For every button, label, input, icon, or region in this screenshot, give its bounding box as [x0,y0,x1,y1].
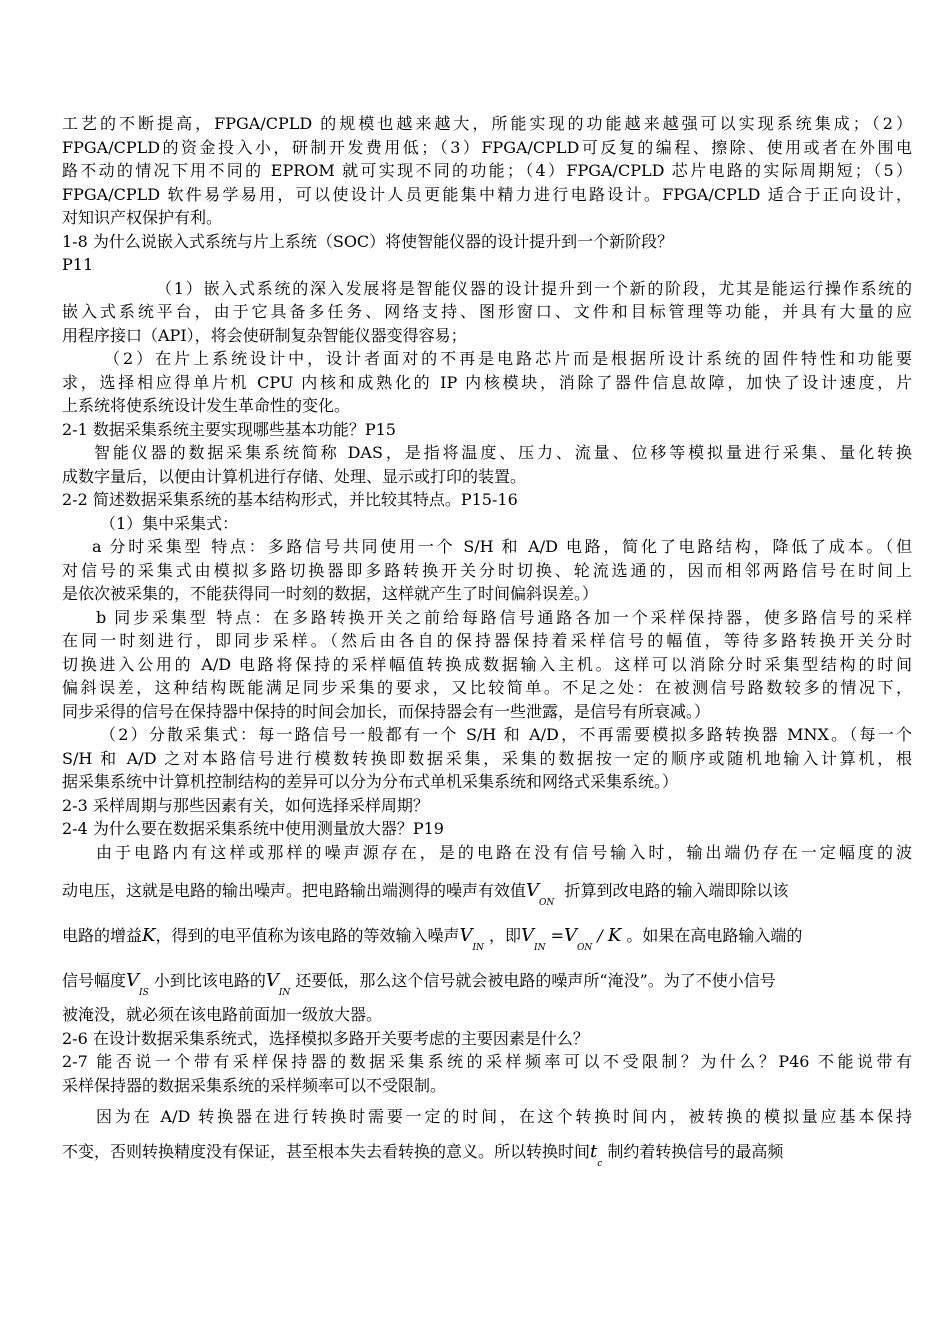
text-span: 不变，否则转换精度没有保证，甚至根本失去看转换的意义。所以转换时间 [62,1141,591,1161]
var-v: V [526,880,540,901]
text-line: 据采集系统中计算机控制结构的差异可以分为分布式单机采集系统和网络式采集系统。） [62,772,679,791]
equals-sign: = [550,926,564,945]
text-span: 动电压，这就是电路的输出噪声。把电路输出端测得的噪声有效值 [62,881,527,900]
text-line: 成数字量后，以便由计算机进行存储、处理、显示或打印的装置。 [62,466,527,486]
text-line: FPGA/CPLD的资金投入小，研制开发费用低；（3）FPGA/CPLD可反复的编程、擦除、使用或者在外围电 [62,137,912,157]
text-line: 上系统将使系统设计发生革命性的变化。 [62,396,351,415]
text-line: （1）嵌入式系统的深入发展将是智能仪器的设计提升到一个新的阶段，尤其是能运行操作系统的 [156,278,912,298]
text-line: a 分时采集型 特点：多路信号共同使用一个 S/H 和 A/D 电路，简化了电路结构，降低了成本。（但 [92,537,912,556]
text-span: 信号幅度 [62,971,127,990]
question-heading: 2-2 简述数据采集系统的基本结构形式，并比较其特点。P15-16 [62,490,518,509]
text-span: 。如果在高电路输入端的 [626,926,803,945]
text-line: 在同一时刻进行，即同步采样。（然后由各自的保持器保持着采样信号的幅值，等待多路转换开关分时 [62,631,912,650]
var-v: V [126,970,140,991]
text-span: 还要低，那么这个信号就会被电路的噪声所“淹没”。为了不使小信号 [295,971,776,990]
text-line: 智能仪器的数据采集系统简称 DAS，是指将温度、压力、流量、位移等模拟量进行采集、量化转换 [94,443,912,462]
subscript: IN [278,988,291,998]
var-t: t [590,1140,598,1162]
subscript: ON [576,943,593,953]
text-span: 制约着转换信号的最高频 [607,1141,784,1161]
question-heading: 2-6 在设计数据采集系统式，选择模拟多路开关要考虑的主要因素是什么？ [62,1028,589,1048]
text-line: 采样保持器的数据采集系统的采样频率可以不受限制。 [62,1075,447,1095]
var-v: V [521,925,535,946]
text-line: （2）在片上系统设计中，设计者面对的不再是电路芯片而是根据所设计系统的固件特性和功能要 [104,349,912,368]
text-line: 切换进入公用的 A/D 电路将保持的采样幅值转换成数据输入主机。这样可以消除分时采集型结构的时间 [62,654,912,674]
text-line: 同步采得的信号在保持器中保持的时间会加长，而保持器会有一些泄露，是信号有所衰减。） [62,701,711,721]
math-line [0,1129,912,1174]
text-span: ，即 [489,926,522,945]
subscript: ON [539,898,555,908]
question-heading: 2-4 为什么要在数据采集系统中使用测量放大器？P19 [62,819,444,838]
var-v: V [459,925,473,946]
question-heading: 2-3 采样周期与那些因素有关，如何选择采样周期？ [62,795,429,815]
page-ref: P11 [62,255,94,274]
text-line: 工艺的不断提高，FPGA/CPLD 的规模也越来越大，所能实现的功能越来越强可以实现系统集成；（2） [62,114,912,133]
text-line: 对信号的采集式由模拟多路切换器即多路转换开关分时切换、轮流选通的，因而相邻两路信号在时间上 [62,560,912,580]
text-line: 因为在 A/D 转换器在进行转换时需要一定的时间，在这个转换时间内，被转换的模拟量应基本保持 [96,1107,912,1126]
text-line: 路不动的情况下用不同的 EPROM 就可实现不同的功能；（4）FPGA/CPLD 芯片电路的实际周期短；（5） [62,161,912,180]
question-heading: 2-1 数据采集系统主要实现哪些基本功能？P15 [62,419,396,439]
subscript: IN [472,943,484,953]
var-v: V [265,970,279,991]
text-line: 是依次被采集的，不能获得同一时刻的数据，这样就产生了时间偏斜误差。） [62,584,599,603]
text-line: b 同步采集型 特点：在多路转换开关之前给每路信号通路各加一个采样保持器，使多路信号的采样 [96,607,912,627]
slash-sign: / [597,926,603,945]
question-heading: 1-8 为什么说嵌入式系统与片上系统（SOC）将使智能仪器的设计提升到一个新阶段？ [62,231,674,251]
math-line [0,913,912,958]
text-span: 电路的增益 [62,926,143,945]
text-span: 折算到改电路的输入端即除以该 [564,881,789,900]
text-line: S/H 和 A/D 之对本路信号进行模数转换即数据采集，采集的数据按一定的顺序或随机地输入计算机，根 [62,748,912,768]
text-span: 小到比该电路的 [153,971,266,990]
text-line: 被淹没，就必须在该电路前面加一级放大器。 [62,1005,383,1024]
var-k: K [607,925,622,946]
text-line: 用程序接口（API），将会使研制复杂智能仪器变得容易； [62,325,467,345]
text-line: FPGA/CPLD 软件易学易用，可以使设计人员更能集中精力进行电路设计。FPGA/CPLD 适合于正向设计， [62,184,912,204]
math-line [0,868,912,913]
text-line: 对知识产权保护有利。 [62,208,223,227]
subscript: IS [139,988,149,998]
text-line: （1）集中采集式： [100,513,239,533]
var-k: K [142,925,156,946]
text-line: （2）分散采集式：每一路信号一般都有一个 S/H 和 A/D，不再需要模拟多路转换器 MNX。（每一个 [100,725,912,744]
text-line: 由于电路内有这样或那样的噪声源存在，是的电路在没有信号输入时，输出端仍存在一定幅度的波 [96,842,912,862]
subscript: IN [534,943,546,953]
text-line: 求，选择相应得单片机 CPU 内核和成熟化的 IP 内核模块，消除了器件信息故障，加快了设计速度，片 [62,372,912,392]
text-line: 嵌入式系统平台，由于它具备多任务、网络支持、图形窗口、文件和目标管理等功能，并具有大量的应 [62,302,912,321]
text-line: 偏斜误差，这种结构既能满足同步采集的要求，又比较简单。不足之处：在被测信号路数较多的情况下， [62,678,912,697]
question-heading: 2-7 能否说一个带有采样保持器的数据采集系统的采样频率可以不受限制？为什么？P46 不能说带有 [62,1052,912,1071]
subscript: c [597,1158,603,1169]
math-line [0,958,912,1003]
text-span: ，得到的电平值称为该电路的等效输入噪声 [155,926,460,945]
var-v: V [563,925,577,946]
